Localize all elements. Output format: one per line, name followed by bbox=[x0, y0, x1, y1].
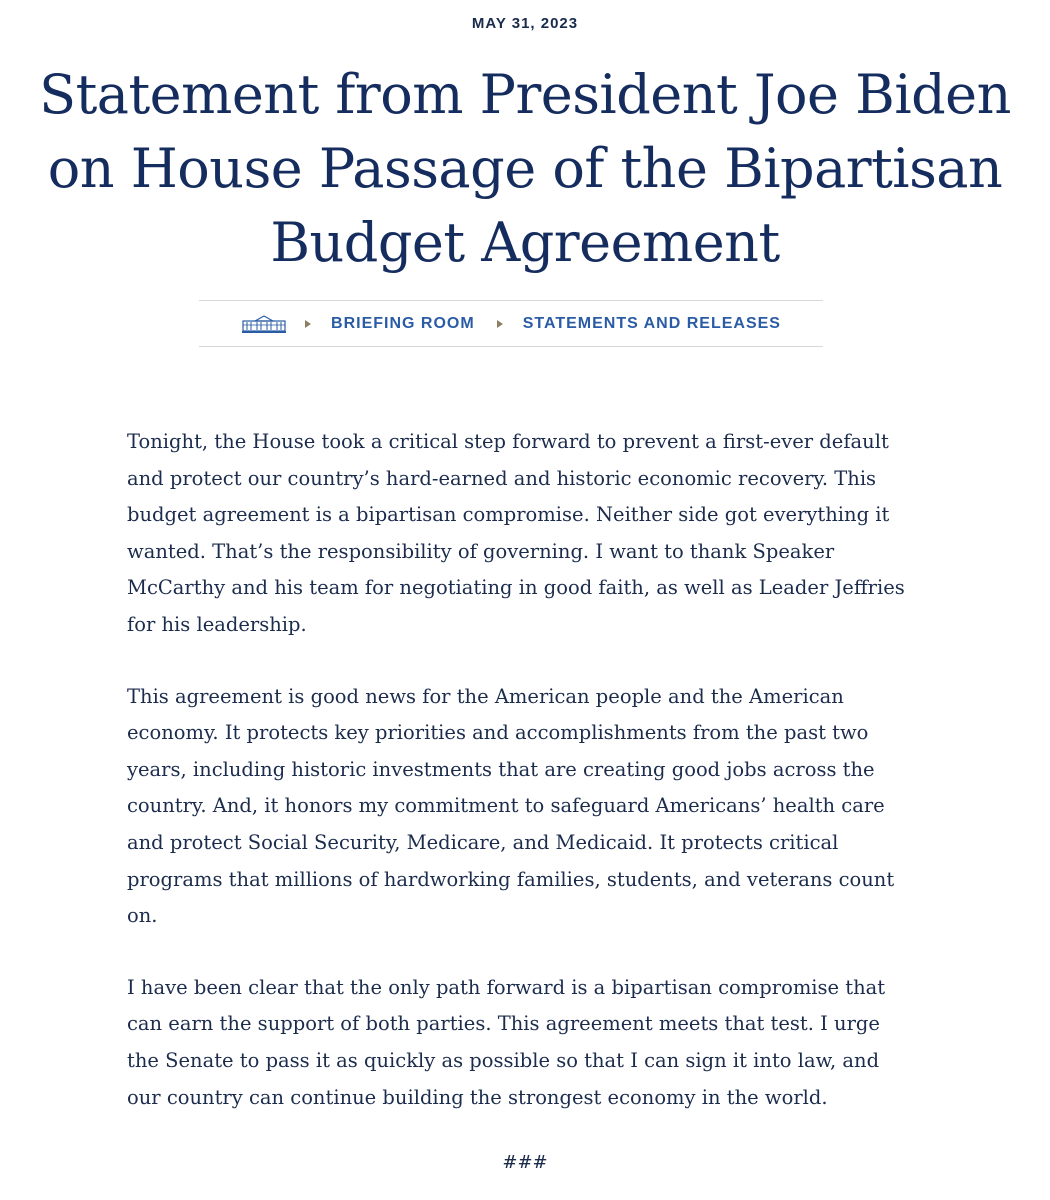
breadcrumb-statements-and-releases[interactable]: STATEMENTS AND RELEASES bbox=[522, 314, 781, 332]
end-mark: ### bbox=[502, 1152, 548, 1173]
chevron-right-icon bbox=[305, 320, 311, 328]
paragraph-2: This agreement is good news for the American people and the American economy. It protects key priorities and accomplishments from the past two years, including historic investments that are creating good jobs across the country. And, it honors my commitment to safeguard Americans’ health care and protect Social Security, Medicare, and Medicaid. It protects critical programs that millions of hardworking families, students, and veterans count on. bbox=[127, 684, 895, 928]
paragraph-1: Tonight, the House took a critical step forward to prevent a first-ever default and protect our country’s hard-earned and historic economic recovery. This budget agreement is a bipartisan compromise. Neither side got everything it wanted. That’s the responsibility of governing. I want to thank Speaker McCarthy and his team for negotiating in good faith, as well as Leader Jeffries for his leadership. bbox=[127, 430, 905, 636]
chevron-right-icon bbox=[497, 320, 503, 328]
paragraph-3: I have been clear that the only path forward is a bipartisan compromise that can earn the support of both parties. This agreement meets that test. I urge the Senate to pass it as quickly as possible so that I can sign it into law, and our country can continue building the strongest economy in the world. bbox=[127, 975, 886, 1109]
white-house-icon[interactable] bbox=[241, 314, 287, 334]
article-body bbox=[127, 424, 917, 1151]
breadcrumb bbox=[199, 300, 823, 347]
breadcrumb-briefing-room[interactable]: BRIEFING ROOM bbox=[331, 314, 475, 332]
page-title: Statement from President Joe Biden on House Passage of the Bipartisan Budget Agreement bbox=[39, 63, 1011, 274]
publish-date: MAY 31, 2023 bbox=[471, 15, 579, 32]
